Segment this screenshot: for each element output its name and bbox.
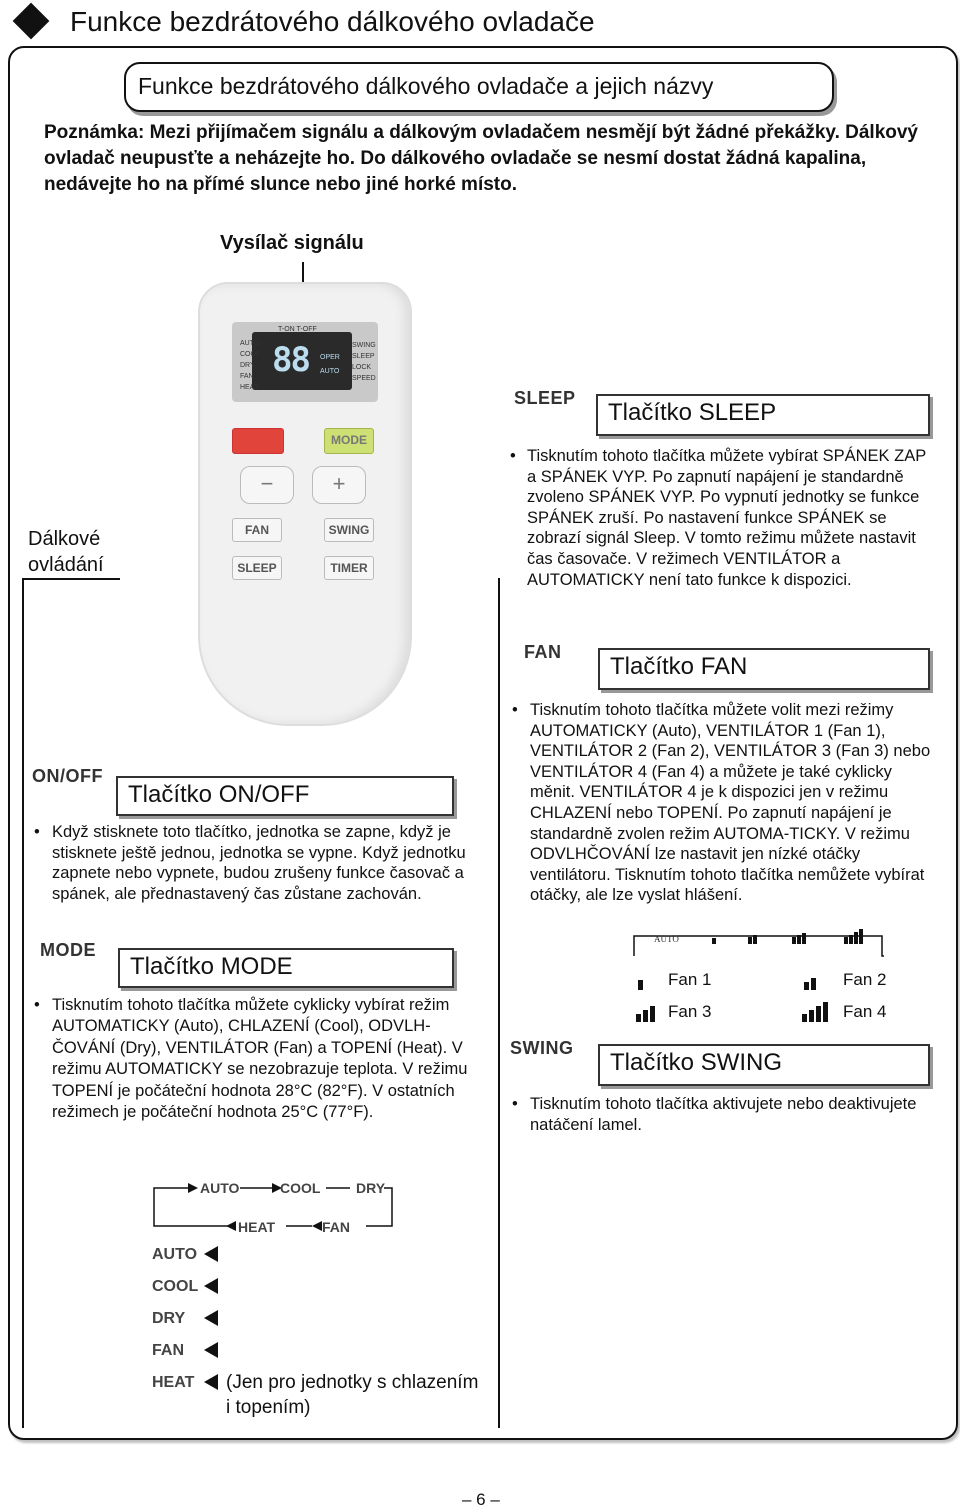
mode-text: Tisknutím tohoto tlačítka můžete cyklicky vybírat režim AUTOMATICKY (Auto), CHLAZENÍ (Cool), ODVLH-ČOVÁNÍ (Dry), VENTILÁTOR (Fan) a TOPENÍ (Heat). V režimu AUTOMATICKY se nezobrazuje teplota. V režimu TOPENÍ je počáteční hodnota 28°C (82°F). V ostatních režimech je počáteční hodnota 25°C (77°F). <box>52 996 468 1122</box>
title-diamond-icon <box>13 3 50 40</box>
mode-list-dry: DRY <box>152 1310 186 1327</box>
cycle-path-top <box>154 1188 350 1220</box>
fan2-label: Fan 2 <box>843 970 887 989</box>
bullet-icon: • <box>34 823 40 841</box>
sleep-description <box>510 446 930 590</box>
lcd-mode-fan: FAN <box>240 373 254 380</box>
onoff-description <box>34 822 474 904</box>
bullet-icon: • <box>512 701 518 719</box>
plus-remote-button[interactable]: + <box>312 466 366 504</box>
minus-remote-button[interactable]: − <box>240 466 294 504</box>
mode-arrow-icon <box>204 1246 218 1262</box>
bullet-icon: • <box>34 996 40 1014</box>
onoff-tag: ON/OFF <box>32 766 103 786</box>
bullet-icon: • <box>510 447 516 465</box>
fan2-icon <box>800 972 830 992</box>
fan-title: Tlačítko FAN <box>610 653 748 680</box>
cycle-arrow <box>312 1221 322 1231</box>
mode-list-auto: AUTO <box>152 1246 198 1263</box>
remote-pointer-v <box>22 578 24 1428</box>
mode-arrow-icon <box>204 1310 218 1326</box>
swing-description <box>512 1094 932 1135</box>
sleep-text: Tisknutím tohoto tlačítka můžete vybírat SPÁNEK ZAP a SPÁNEK VYP. Po zapnutí napájení je standardně zvoleno SPÁNEK VYP. Po vypnutí jednotky se funkce SPÁNEK zruší. Po nastavení funkce SPÁNEK se zobrazí signál Sleep. V tomto režimu můžete nastavit čas časovače. V režimech VENTILÁTOR a AUTOMATICKY není tato funkce k dispozici. <box>527 447 926 589</box>
fan3-label: Fan 3 <box>668 1002 712 1021</box>
cycle-dry: DRY <box>356 1180 386 1196</box>
mode-description <box>34 995 490 1123</box>
onoff-text: Když stisknete toto tlačítko, jednotka se zapne, když je stisknete ještě jednou, jednotka se vypne. Když jednotku zapnete nebo vypnete, budou zrušeny funkce časovač a spánek, ale přednastavený čas zůstane zachován. <box>52 823 466 903</box>
swing-text: Tisknutím tohoto tlačítka aktivujete nebo deaktivujete natáčení lamel. <box>530 1095 917 1134</box>
lcd-sleep: SLEEP <box>352 353 375 360</box>
remote-pointer-h <box>22 578 120 580</box>
fan-tag: FAN <box>524 642 562 662</box>
lcd-swing: SWING <box>352 342 376 349</box>
fan1-icon <box>634 972 664 992</box>
sleep-tag: SLEEP <box>514 388 576 408</box>
sleep-remote-button[interactable]: SLEEP <box>232 556 282 580</box>
lcd-mode-cool: COOL <box>240 351 260 358</box>
mode-arrow-icon <box>204 1342 218 1358</box>
swing-tag: SWING <box>510 1038 574 1058</box>
lcd-auto: AUTO <box>320 368 340 375</box>
mode-arrow-icon <box>204 1374 218 1390</box>
onoff-remote-button[interactable]: ON/OFF <box>232 428 284 454</box>
lcd-digits: 88 <box>272 340 309 380</box>
cycle-arrow <box>188 1183 198 1193</box>
mode-tag: MODE <box>40 940 96 960</box>
lcd-lock: LOCK <box>352 364 372 371</box>
cycle-cool: COOL <box>280 1180 321 1196</box>
fan-ramp-auto-label: AUTO <box>654 934 679 944</box>
remote-label-line2: ovládání <box>28 554 104 576</box>
subtitle: Funkce bezdrátového dálkového ovladače a jejich názvy <box>138 73 714 99</box>
fan3-icon <box>634 1002 664 1024</box>
cycle-auto: AUTO <box>200 1180 240 1196</box>
cycle-arrow <box>226 1221 236 1231</box>
fan4-icon <box>800 1000 836 1024</box>
emitter-label: Vysílač signálu <box>220 232 364 254</box>
lcd-speed: SPEED <box>352 375 376 382</box>
fan-remote-button[interactable]: FAN <box>232 518 282 542</box>
lcd-mode-list <box>240 338 260 393</box>
lcd-oper: OPER <box>320 354 340 361</box>
fan-text: Tisknutím tohoto tlačítka můžete volit mezi režimy AUTOMATICKY (Auto), VENTILÁTOR 1 (Fan 1), VENTILÁTOR 2 (Fan 2), VENTILÁTOR 3 (Fan 3) nebo VENTILÁTOR 4 (Fan 4) a můžete je také cyklicky měnit. VENTILÁTOR 4 je k dispozici jen v režimu CHLAZENÍ nebo TOPENÍ. Po zapnutí napájení je standardně zvolen režim AUTOMA-TICKY. V režimu ODVLHČOVÁNÍ lze nastavit jen nízké otáčky ventilátoru. Tisknutím tohoto tlačítka nemůžete vybírat otáčky, ale lze vyslat hlášení. <box>530 701 931 905</box>
mode-list-heat: HEAT <box>152 1374 195 1391</box>
swing-remote-button[interactable]: SWING <box>324 518 374 542</box>
mode-list-cool: COOL <box>152 1278 199 1295</box>
swing-title: Tlačítko SWING <box>610 1049 783 1076</box>
column-divider <box>498 578 500 1428</box>
mode-remote-button[interactable]: MODE <box>324 428 374 454</box>
mode-list-fan: FAN <box>152 1342 184 1359</box>
fan-description <box>512 700 932 906</box>
mode-footnote: (Jen pro jednotky s chlazením i topením) <box>226 1372 479 1418</box>
lcd-mode-heat: HEAT <box>240 384 259 391</box>
onoff-title: Tlačítko ON/OFF <box>128 781 310 808</box>
sleep-title: Tlačítko SLEEP <box>608 399 777 426</box>
mode-arrow-icon <box>204 1278 218 1294</box>
fan1-label: Fan 1 <box>668 970 712 989</box>
page-title: Funkce bezdrátového dálkového ovladače <box>70 6 595 37</box>
remote-label <box>28 526 104 578</box>
timer-remote-button[interactable]: TIMER <box>324 556 374 580</box>
lcd-mode-auto: AUTO <box>240 340 260 347</box>
cycle-fan: FAN <box>322 1219 350 1235</box>
mode-title: Tlačítko MODE <box>130 953 293 980</box>
note-text: Poznámka: Mezi přijímačem signálu a dálkovým ovladačem nesmějí být žádné překážky. Dálkový ovladač neupusťte a neházejte ho. Do dálkového ovladače se nesmí dostat žádná kapalina, nedávejte ho na přímé slunce nebo jiné horké místo. <box>44 122 918 195</box>
lcd-mode-dry: DRY <box>240 362 255 369</box>
remote-label-line1: Dálkové <box>28 528 101 550</box>
lcd-timer-label: T-ON T-OFF <box>278 326 317 333</box>
cycle-heat: HEAT <box>238 1219 276 1235</box>
emitter-pointer <box>302 262 304 284</box>
fan-speed-cycle-diagram <box>632 926 890 966</box>
page-number: – 6 – <box>462 1490 500 1509</box>
lcd-right-list <box>352 340 376 384</box>
fan4-label: Fan 4 <box>843 1002 887 1021</box>
cycle-path-left <box>154 1220 220 1226</box>
bullet-icon: • <box>512 1095 518 1113</box>
